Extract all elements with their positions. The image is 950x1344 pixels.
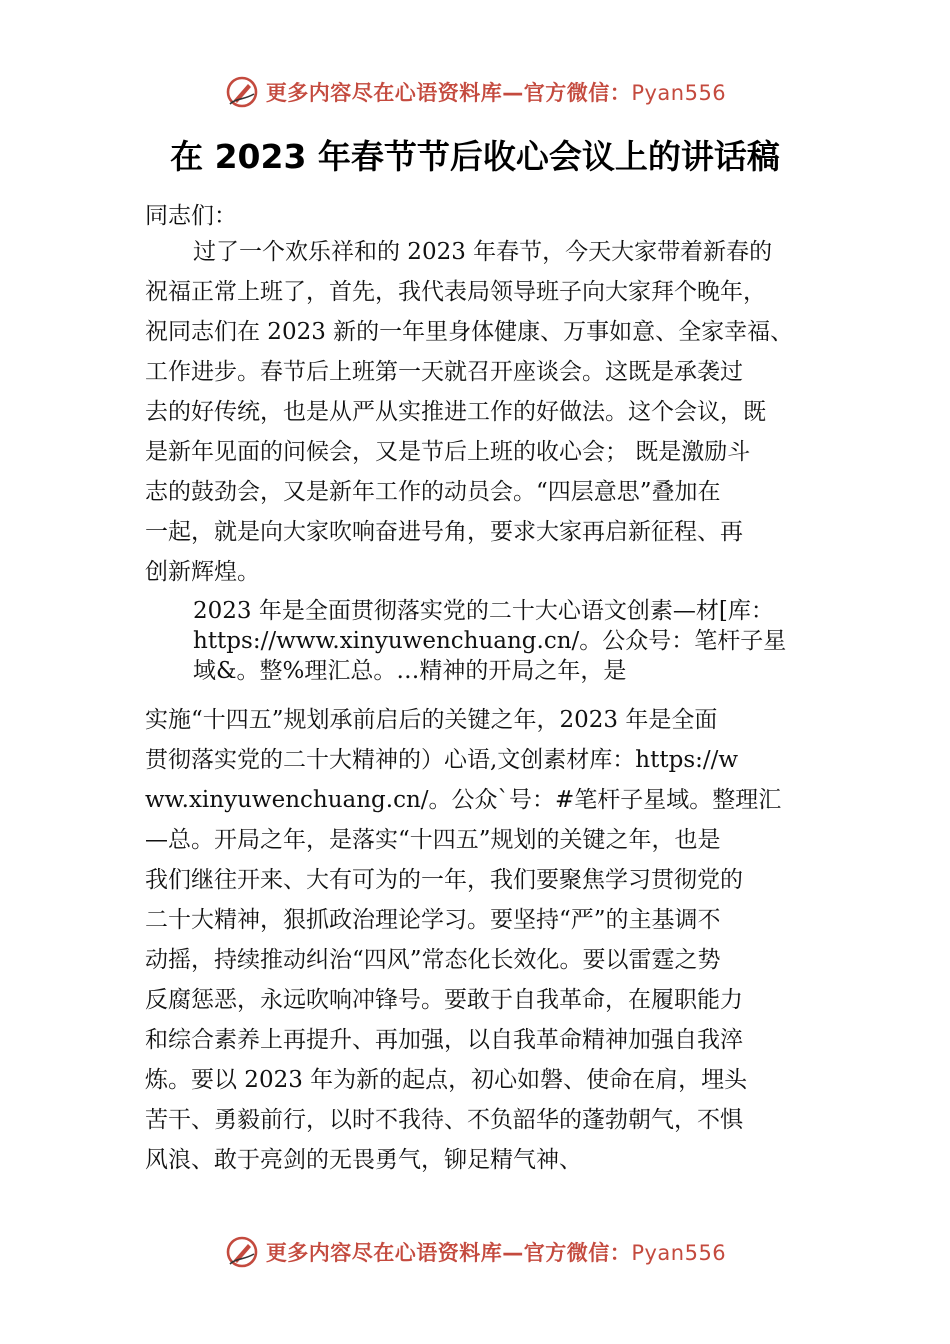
text-line: 祝福正常上班了，首先，我代表局领导班子向大家拜个晚年， [145, 279, 766, 305]
wechat-id: Pyan556 [631, 81, 727, 105]
text-line: 一起，就是向大家吹响奋进号角，要求大家再启新征程、再 [145, 519, 743, 545]
text-line: 贯彻落实党的二十大精神的）心语,文创素材库：https://w [145, 747, 739, 773]
header-banner [0, 72, 950, 112]
text-line: 和综合素养上再提升、再加强，以自我革命精神加强自我淬 [145, 1027, 743, 1053]
salutation: 同志们： [145, 203, 237, 229]
text-line: 去的好传统，也是从严从实推进工作的好做法。这个会议，既 [145, 399, 766, 425]
banner-text: 更多内容尽在心语资料库—官方微信：Pyan556 [265, 81, 727, 105]
text-line: 域&。整%理汇总。…精神的开局之年，是 [193, 658, 627, 684]
text-line: 苦干、勇毅前行，以时不我待、不负韶华的蓬勃朝气，不惧 [145, 1107, 743, 1133]
text-line: https://www.xinyuwenchuang.cn/。公众号：笔杆子星 [193, 628, 787, 654]
text-line: 2023 年是全面贯彻落实党的二十大心语文创素—材[库： [193, 598, 774, 624]
banner-text: 更多内容尽在心语资料库—官方微信：Pyan556 [265, 1241, 727, 1265]
text-line: ww.xinyuwenchuang.cn/。公众`号：#笔杆子星域。整理汇 [145, 787, 782, 813]
text-line: 祝同志们在 2023 新的一年里身体健康、万事如意、全家幸福、 [145, 319, 794, 345]
text-line: 创新辉煌。 [145, 559, 260, 585]
text-line: 实施“十四五”规划承前启后的关键之年，2023 年是全面 [145, 707, 718, 733]
text-line: 二十大精神，狠抓政治理论学习。要坚持“严”的主基调不 [145, 907, 721, 933]
text-line: 动摇，持续推动纠治“四风”常态化长效化。要以雷霆之势 [145, 947, 721, 973]
pen-circle-logo-icon [224, 74, 260, 110]
document-title: 在 2023 年春节节后收心会议上的讲话稿 [170, 137, 780, 176]
text-line: 是新年见面的问候会，又是节后上班的收心会； 既是激励斗 [145, 439, 751, 465]
wechat-id: Pyan556 [631, 1241, 727, 1265]
footer-banner [0, 1232, 950, 1272]
paragraph-1 [145, 232, 835, 592]
pen-circle-logo-icon [224, 1234, 260, 1270]
text-line: 我们继往开来、大有可为的一年，我们要聚焦学习贯彻党的 [145, 867, 743, 893]
text-line: 过了一个欢乐祥和的 2023 年春节，今天大家带着新春的 [193, 239, 773, 265]
text-line: 工作进步。春节后上班第一天就召开座谈会。这既是承袭过 [145, 359, 743, 385]
text-line: 志的鼓劲会，又是新年工作的动员会。“四层意思”叠加在 [145, 479, 721, 505]
paragraph-2 [145, 596, 835, 686]
text-line: 风浪、敢于亮剑的无畏勇气，铆足精气神、 [145, 1147, 582, 1173]
document-body [145, 188, 835, 1180]
text-line: —总。开局之年，是落实“十四五”规划的关键之年，也是 [145, 827, 721, 853]
text-line: 炼。要以 2023 年为新的起点，初心如磐、使命在肩，埋头 [145, 1067, 748, 1093]
text-line: 反腐惩恶，永远吹响冲锋号。要敢于自我革命，在履职能力 [145, 987, 743, 1013]
paragraph-3 [145, 700, 835, 1180]
